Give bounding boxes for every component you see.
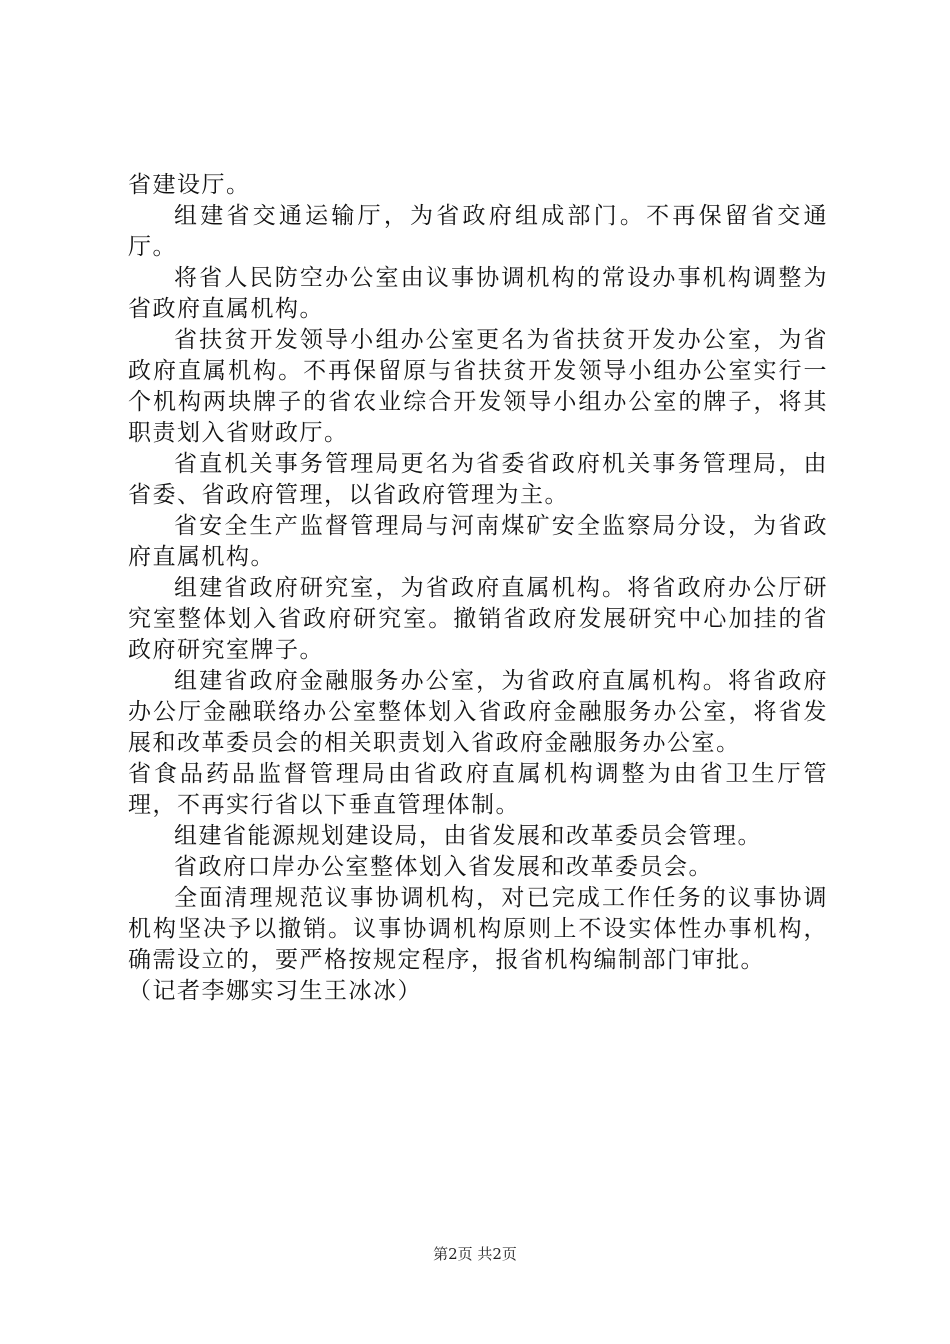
paragraph: 将省人民防空办公室由议事协调机构的常设办事机构调整为省政府直属机构。 xyxy=(128,265,828,322)
paragraph: 组建省能源规划建设局，由省发展和改革委员会管理。 xyxy=(174,823,762,849)
paragraph: 省建设厅。 xyxy=(128,172,251,198)
paragraph: 省政府口岸办公室整体划入省发展和改革委员会。 xyxy=(174,854,713,880)
paragraph: 省食品药品监督管理局由省政府直属机构调整为由省卫生厅管理，不再实行省以下垂直管理体制。 xyxy=(128,761,828,818)
paragraph: 全面清理规范议事协调机构，对已完成工作任务的议事协调机构坚决予以撤销。议事协调机构原则上不设实体性办事机构，确需设立的，要严格按规定程序，报省机构编制部门审批。 xyxy=(128,885,828,973)
page-number: 第2页 共2页 xyxy=(433,1245,517,1263)
paragraph: 组建省政府研究室，为省政府直属机构。将省政府办公厅研究室整体划入省政府研究室。撤销省政府发展研究中心加挂的省政府研究室牌子。 xyxy=(128,575,828,663)
document-body xyxy=(128,170,828,1007)
paragraph: 省扶贫开发领导小组办公室更名为省扶贫开发办公室，为省政府直属机构。不再保留原与省扶贫开发领导小组办公室实行一个机构两块牌子的省农业综合开发领导小组办公室的牌子，将其职责划入省财政厅。 xyxy=(128,327,828,446)
paragraph: 组建省政府金融服务办公室，为省政府直属机构。将省政府办公厅金融联络办公室整体划入省政府金融服务办公室，将省发展和改革委员会的相关职责划入省政府金融服务办公室。 xyxy=(128,668,828,756)
paragraph: 组建省交通运输厅，为省政府组成部门。不再保留省交通厅。 xyxy=(128,203,828,260)
byline: （记者李娜实习生王冰冰） xyxy=(128,978,422,1004)
paragraph: 省安全生产监督管理局与河南煤矿安全监察局分设，为省政府直属机构。 xyxy=(128,513,828,570)
paragraph: 省直机关事务管理局更名为省委省政府机关事务管理局，由省委、省政府管理，以省政府管理为主。 xyxy=(128,451,828,508)
page-footer xyxy=(0,1244,950,1264)
